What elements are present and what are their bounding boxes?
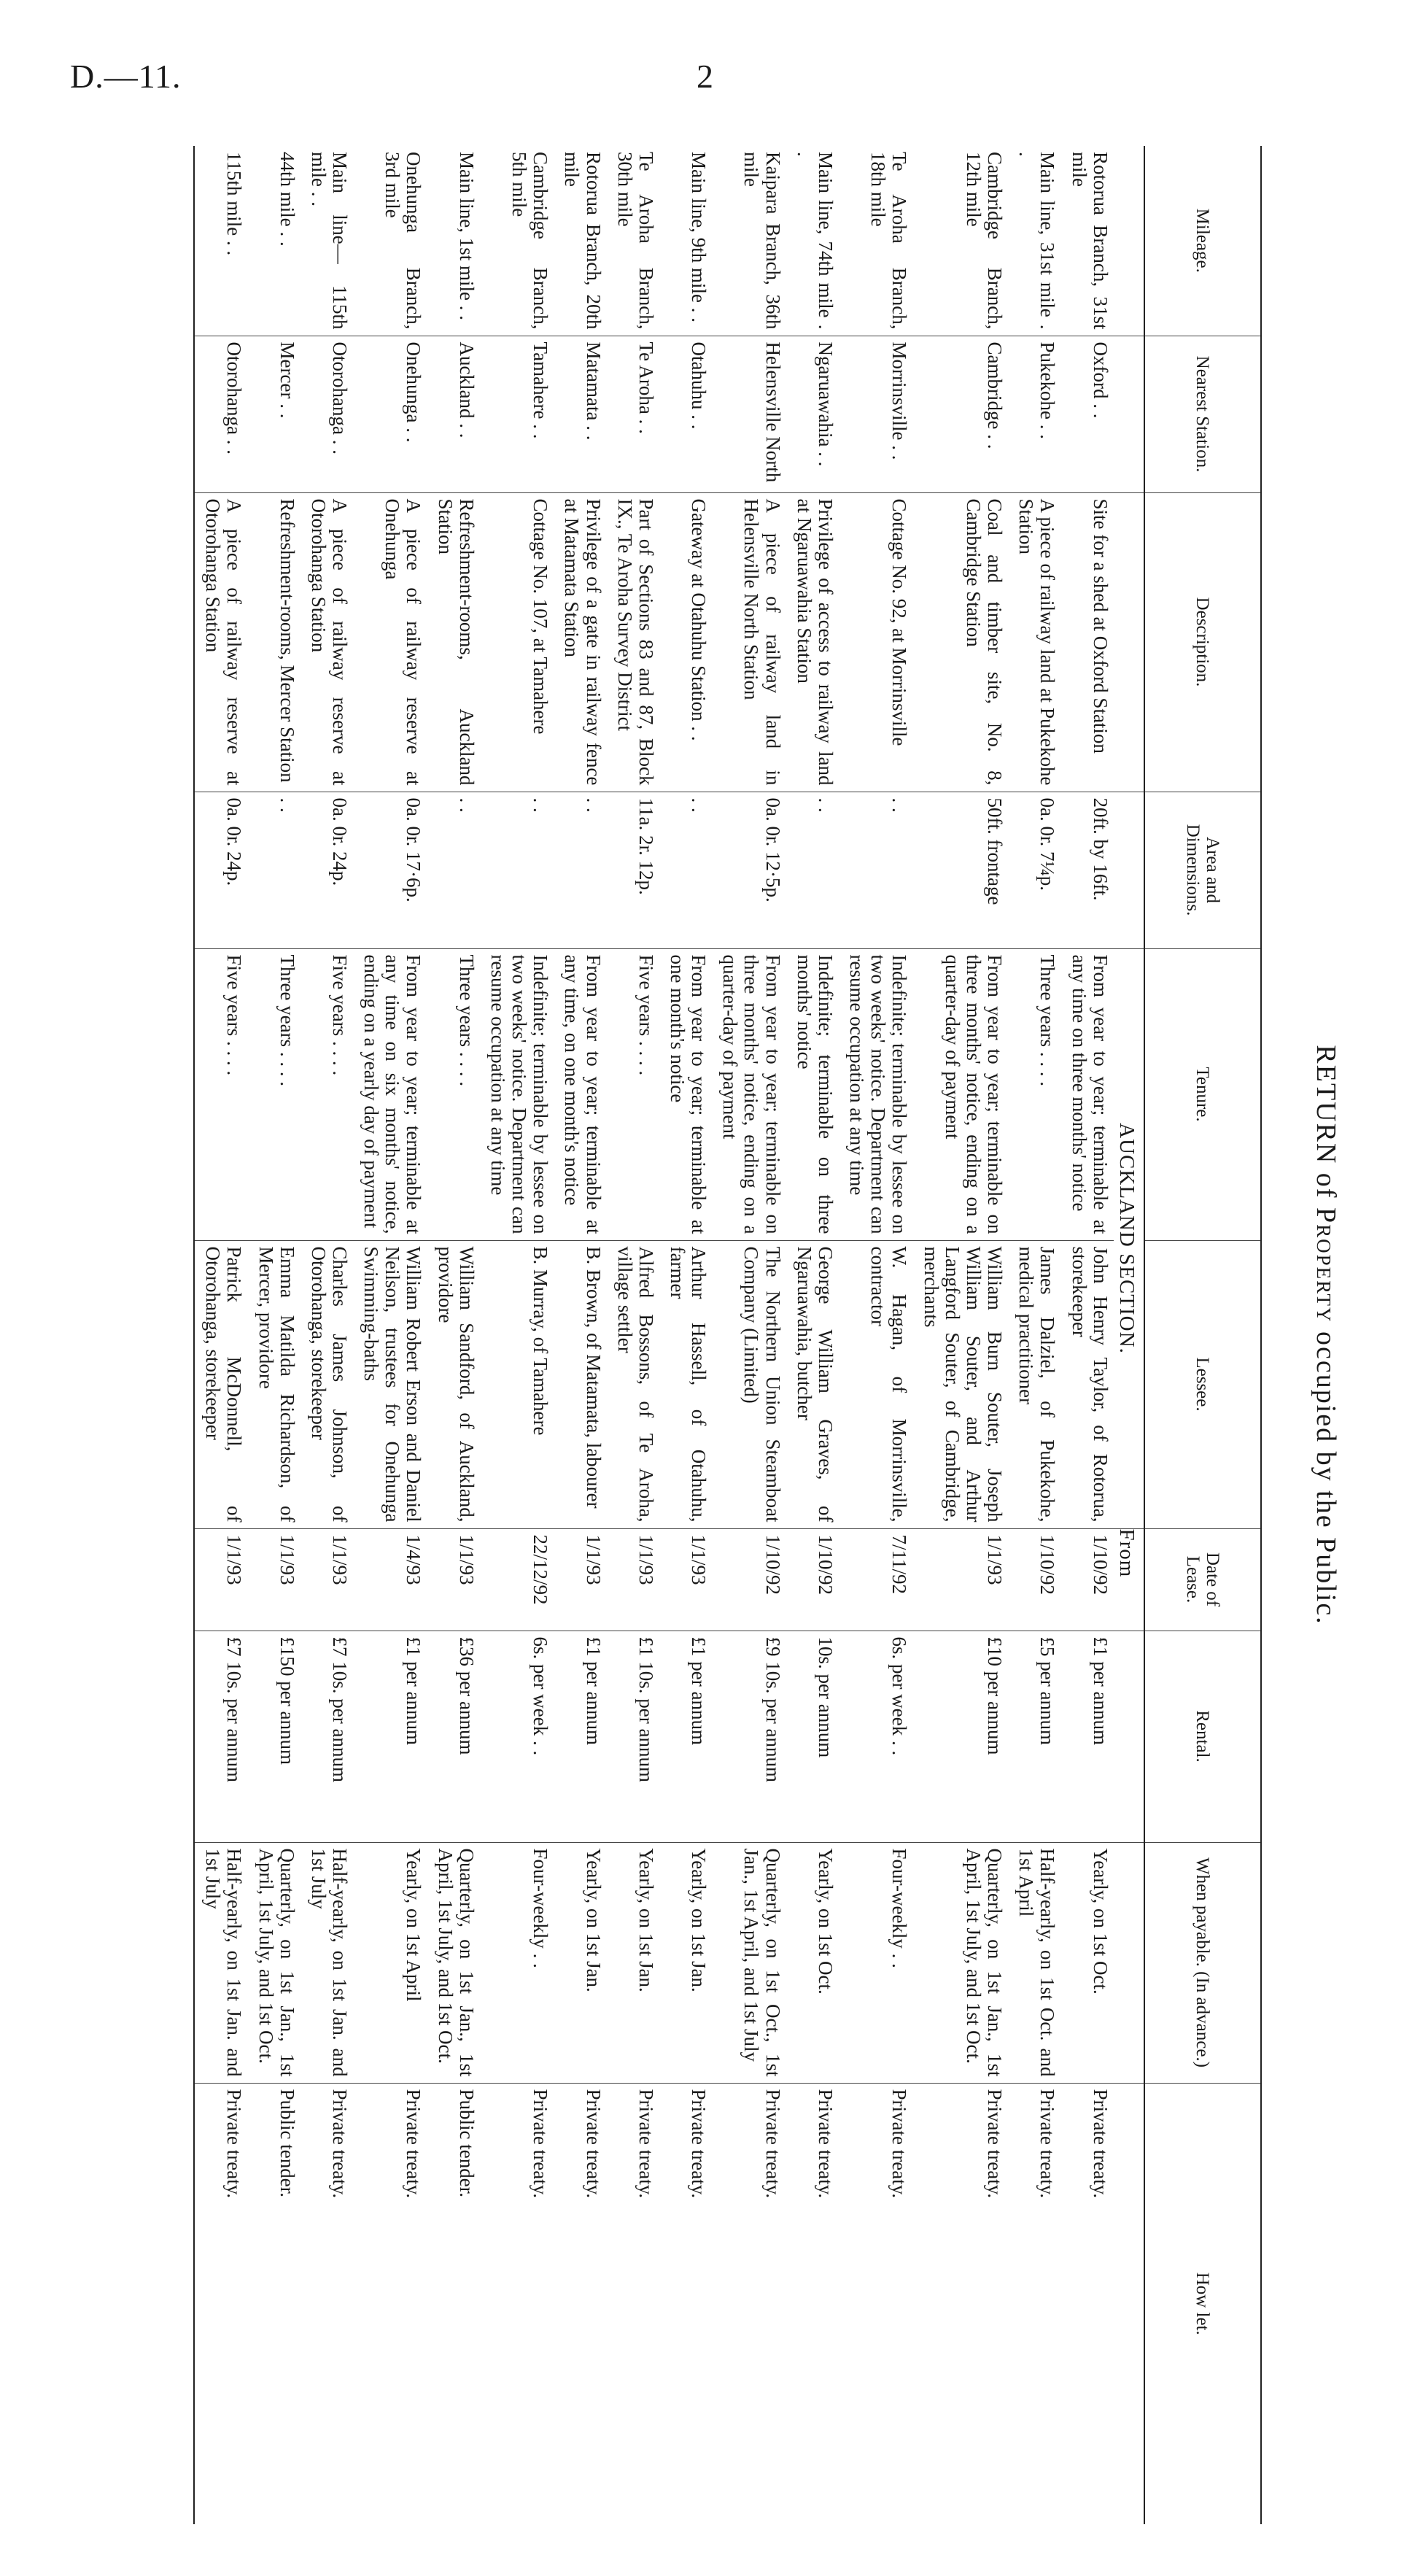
table-row xyxy=(786,146,839,2524)
rental-cell: £1 per annum xyxy=(353,1631,427,1842)
rental-cell: £36 per annum xyxy=(427,1631,479,1842)
payable-cell: Yearly, on 1st Jan. xyxy=(554,1842,606,2083)
rental-cell: £150 per annum xyxy=(247,1631,300,1842)
table-row xyxy=(247,146,300,2524)
area-cell: . . xyxy=(839,792,912,948)
table-row xyxy=(912,146,1008,2524)
tenure-cell: From year to year; terminable on three months' notice, ending on a quarter-day of payment xyxy=(912,948,1008,1240)
col-rental: Rental. xyxy=(1144,1631,1261,1842)
rental-cell: £1 per annum xyxy=(659,1631,712,1842)
tenure-cell: From year to year; terminable at any time on six months' notice, ending on a yearly day of payment xyxy=(353,948,427,1240)
col-area: Area and Dimensions. xyxy=(1144,792,1261,948)
mileage-cell: Rotorua Branch, 31st mile xyxy=(1068,152,1112,330)
description-cell: Cottage No. 107, at Tamahere xyxy=(480,492,554,792)
lessee-cell: Arthur Hassell, of Otahuhu, farmer xyxy=(659,1240,712,1528)
station-cell: Tamahere . . xyxy=(480,336,554,492)
howlet-cell: Public tender. xyxy=(427,2083,479,2524)
page-title xyxy=(1284,146,1342,2524)
mileage-cell: Kaipara Branch, 36th mile xyxy=(740,152,784,330)
lessee-cell: John Henry Taylor, of Rotorua, storekeeper xyxy=(1060,1240,1113,1528)
mileage-cell: 44th mile . . xyxy=(276,152,298,247)
station-cell: Morrinsville . . xyxy=(839,336,912,492)
station-cell: Onehunga . . xyxy=(353,336,427,492)
payable-cell: Half-yearly, on 1st Jan. and 1st July xyxy=(194,1842,247,2083)
table-row xyxy=(554,146,606,2524)
mileage-cell: Main line, 1st mile . . xyxy=(455,152,478,320)
description-cell: A piece of railway reserve at Onehunga xyxy=(353,492,427,792)
payable-cell: Four-weekly . . xyxy=(839,1842,912,2083)
mileage-cell: Main line, 9th mile . . xyxy=(688,152,710,322)
description-cell: A piece of railway land at Pukekohe Station xyxy=(1008,492,1060,792)
description-cell: Cottage No. 92, at Morrinsville xyxy=(839,492,912,792)
mileage-cell: Main line, 31st mile . . xyxy=(1015,152,1059,330)
tenure-cell: Indefinite; terminable on three months' notice xyxy=(786,948,839,1240)
tenure-cell: Indefinite; terminable by lessee on two weeks' notice. Department can resume occupation at any time xyxy=(839,948,912,1240)
howlet-cell: Private treaty. xyxy=(194,2083,247,2524)
date-cell: 1/1/93 xyxy=(607,1528,659,1631)
area-cell: 0a. 0r. 7¼p. xyxy=(1008,792,1060,948)
tenure-cell: Indefinite; terminable by lessee on two weeks' notice. Department can resume occupation at any time xyxy=(480,948,554,1240)
howlet-cell: Private treaty. xyxy=(1060,2083,1113,2524)
howlet-cell: Private treaty. xyxy=(353,2083,427,2524)
mileage-cell: Te Aroha Branch, 18th mile xyxy=(867,152,911,330)
lessee-cell: William Robert Erson and Daniel Neilson, trustees for Onehunga Swimming-baths xyxy=(353,1240,427,1528)
station-cell: Ngaruawahia . . xyxy=(786,336,839,492)
area-cell: 0a. 0r. 17·6p. xyxy=(353,792,427,948)
title-word: Property xyxy=(1311,1207,1341,1323)
rental-cell: £7 10s. per annum xyxy=(194,1631,247,1842)
lessee-cell: George William Graves, of Ngaruawahia, butcher xyxy=(786,1240,839,1528)
date-cell: 1/4/93 xyxy=(353,1528,427,1631)
payable-cell: Half-yearly, on 1st Oct. and 1st April xyxy=(1008,1842,1060,2083)
date-cell: 1/1/93 xyxy=(300,1528,353,1631)
area-cell: 11a. 2r. 12p. xyxy=(607,792,659,948)
table-row xyxy=(607,146,659,2524)
rental-cell: 6s. per week . . xyxy=(839,1631,912,1842)
table-row xyxy=(712,146,786,2524)
howlet-cell: Private treaty. xyxy=(300,2083,353,2524)
payable-cell: Yearly, on 1st Oct. xyxy=(1060,1842,1113,2083)
lessee-cell: William Burn Souter, Joseph William Souter, and Arthur Langford Souter, of Cambridge, merchants xyxy=(912,1240,1008,1528)
mileage-cell: Te Aroha Branch, 30th mile xyxy=(613,152,657,330)
tenure-cell: Three years . . . . xyxy=(247,948,300,1240)
area-cell: 0a. 0r. 24p. xyxy=(300,792,353,948)
date-cell: 1/10/92 xyxy=(712,1528,786,1631)
howlet-cell: Private treaty. xyxy=(839,2083,912,2524)
tenure-cell: Five years . . . . xyxy=(607,948,659,1240)
area-cell: . . xyxy=(427,792,479,948)
howlet-cell: Private treaty. xyxy=(712,2083,786,2524)
area-cell: . . xyxy=(554,792,606,948)
lessee-cell: W. Hagan, of Morrinsville, contractor xyxy=(839,1240,912,1528)
station-cell: Pukekohe . . xyxy=(1008,336,1060,492)
date-cell: 1/10/92 xyxy=(786,1528,839,1631)
date-cell: 1/1/93 xyxy=(554,1528,606,1631)
lessee-cell: B. Murray, of Tamahere xyxy=(480,1240,554,1528)
howlet-cell: Private treaty. xyxy=(786,2083,839,2524)
rotated-page-body xyxy=(131,146,1342,2524)
col-lessee: Lessee. xyxy=(1144,1240,1261,1528)
rental-cell: 10s. per annum xyxy=(786,1631,839,1842)
col-nearest-station: Nearest Station. xyxy=(1144,336,1261,492)
area-cell: 0a. 0r. 12·5p. xyxy=(712,792,786,948)
howlet-cell: Private treaty. xyxy=(1008,2083,1060,2524)
howlet-cell: Private treaty. xyxy=(607,2083,659,2524)
station-cell: Mercer . . xyxy=(247,336,300,492)
lessee-cell: Alfred Bossons, of Te Aroha, village settler xyxy=(607,1240,659,1528)
rental-cell: £7 10s. per annum xyxy=(300,1631,353,1842)
rental-cell: £1 10s. per annum xyxy=(607,1631,659,1842)
rental-cell: £1 per annum xyxy=(1060,1631,1113,1842)
payable-cell: Quarterly, on 1st Jan., 1st April, 1st July, and 1st Oct. xyxy=(247,1842,300,2083)
payable-cell: Yearly, on 1st Oct. xyxy=(786,1842,839,2083)
date-cell: 1/10/92 xyxy=(1008,1528,1060,1631)
description-cell: Refreshment-rooms, Mercer Station xyxy=(247,492,300,792)
howlet-cell: Private treaty. xyxy=(480,2083,554,2524)
mileage-cell: Cambridge Branch, 12th mile xyxy=(962,152,1007,330)
date-cell: 1/1/93 xyxy=(427,1528,479,1631)
col-date-of-lease: Date of Lease. xyxy=(1144,1528,1261,1631)
rental-cell: £10 per annum xyxy=(912,1631,1008,1842)
document-reference: D.—11. xyxy=(70,58,182,95)
date-cell: 7/11/92 xyxy=(839,1528,912,1631)
area-cell: 50ft. frontage xyxy=(912,792,1008,948)
station-cell: Helensville North xyxy=(712,336,786,492)
description-cell: Coal and timber site, No. 8, Cambridge Station xyxy=(912,492,1008,792)
mileage-cell: Onehunga Branch, 3rd mile xyxy=(381,152,425,330)
payable-cell: Quarterly, on 1st Jan., 1st April, 1st July, and 1st Oct. xyxy=(912,1842,1008,2083)
tenure-cell: Five years . . . . xyxy=(300,948,353,1240)
date-cell: 1/1/93 xyxy=(247,1528,300,1631)
col-mileage: Mileage. xyxy=(1144,146,1261,336)
rental-cell: £9 10s. per annum xyxy=(712,1631,786,1842)
howlet-cell: Private treaty. xyxy=(554,2083,606,2524)
mileage-cell: 115th mile . . xyxy=(194,146,247,336)
table-row xyxy=(300,146,353,2524)
howlet-cell: Private treaty. xyxy=(912,2083,1008,2524)
from-label: From xyxy=(1114,1528,1144,1631)
title-suffix: occupied by the Public. xyxy=(1311,1323,1341,1625)
date-cell: 1/1/93 xyxy=(912,1528,1008,1631)
tenure-cell: Three years . . . . xyxy=(427,948,479,1240)
mileage-cell: Rotorua Branch, 20th mile xyxy=(561,152,605,330)
rental-cell: £1 per annum xyxy=(554,1631,606,1842)
rental-cell: 6s. per week . . xyxy=(480,1631,554,1842)
description-cell: Refreshment-rooms, Auckland Station xyxy=(427,492,479,792)
howlet-cell: Public tender. xyxy=(247,2083,300,2524)
section-title: AUCKLAND SECTION. xyxy=(1114,948,1144,1528)
payable-cell: Yearly, on 1st Jan. xyxy=(607,1842,659,2083)
date-cell: 1/1/93 xyxy=(659,1528,712,1631)
section-row xyxy=(1114,146,1144,2524)
description-cell: A piece of railway land in Helensville North Station xyxy=(712,492,786,792)
area-cell: . . xyxy=(247,792,300,948)
col-how-let: How let. xyxy=(1144,2083,1261,2524)
table-row xyxy=(839,146,912,2524)
tenure-cell: From year to year; terminable on three months' notice, ending on a quarter-day of payment xyxy=(712,948,786,1240)
date-cell: 1/1/93 xyxy=(194,1528,247,1631)
station-cell: Otorohanga . . xyxy=(194,336,247,492)
col-tenure: Tenure. xyxy=(1144,948,1261,1240)
payable-cell: Yearly, on 1st April xyxy=(353,1842,427,2083)
lessee-cell: Patrick McDonnell, of Otorohanga, storekeeper xyxy=(194,1240,247,1528)
col-description: Description. xyxy=(1144,492,1261,792)
description-cell: Site for a shed at Oxford Station xyxy=(1060,492,1113,792)
howlet-cell: Private treaty. xyxy=(659,2083,712,2524)
station-cell: Otahuhu . . xyxy=(659,336,712,492)
mileage-cell: Main line, 74th mile . . xyxy=(793,152,837,330)
table-row xyxy=(353,146,427,2524)
station-cell: Te Aroha . . xyxy=(607,336,659,492)
lessee-cell: Emma Matilda Richardson, of Mercer, providore xyxy=(247,1240,300,1528)
rental-cell: £5 per annum xyxy=(1008,1631,1060,1842)
tenure-cell: From year to year; terminable at any time, on one month's notice xyxy=(554,948,606,1240)
property-return-table xyxy=(193,146,1262,2524)
description-cell: Gateway at Otahuhu Station . . xyxy=(659,492,712,792)
lessee-cell: William Sandford, of Auckland, providore xyxy=(427,1240,479,1528)
table-row xyxy=(1008,146,1060,2524)
description-cell: A piece of railway reserve at Otorohanga Station xyxy=(300,492,353,792)
date-cell: 22/12/92 xyxy=(480,1528,554,1631)
description-cell: Privilege of access to railway land at Ngaruawahia Station xyxy=(786,492,839,792)
payable-cell: Half-yearly, on 1st Jan. and 1st July xyxy=(300,1842,353,2083)
table-row xyxy=(194,146,247,2524)
page-number: 2 xyxy=(697,58,713,95)
payable-cell: Yearly, on 1st Jan. xyxy=(659,1842,712,2083)
area-cell: . . xyxy=(659,792,712,948)
payable-cell: Four-weekly . . xyxy=(480,1842,554,2083)
lessee-cell: B. Brown, of Matamata, labourer xyxy=(554,1240,606,1528)
tenure-cell: Three years . . . . xyxy=(1008,948,1060,1240)
description-cell: A piece of railway reserve at Otorohanga Station xyxy=(194,492,247,792)
table-header-row xyxy=(1144,146,1261,2524)
area-cell: . . xyxy=(480,792,554,948)
table-row xyxy=(427,146,479,2524)
tenure-cell: From year to year; terminable at any time on three months' notice xyxy=(1060,948,1113,1240)
mileage-cell: Cambridge Branch, 5th mile xyxy=(508,152,552,330)
area-cell: . . xyxy=(786,792,839,948)
col-when-payable: When payable. (In advance.) xyxy=(1144,1842,1261,2083)
station-cell: Cambridge . . xyxy=(912,336,1008,492)
description-cell: Part of Sections 83 and 87, Block IX., Te Aroha Survey District xyxy=(607,492,659,792)
payable-cell: Quarterly, on 1st Jan., 1st April, 1st July, and 1st Oct. xyxy=(427,1842,479,2083)
tenure-cell: Five years . . . . xyxy=(194,948,247,1240)
table-row xyxy=(1060,146,1113,2524)
payable-cell: Quarterly, on 1st Oct., 1st Jan., 1st April, and 1st July xyxy=(712,1842,786,2083)
table-row xyxy=(480,146,554,2524)
lessee-cell: James Dalziel, of Pukekohe, medical practitioner xyxy=(1008,1240,1060,1528)
title-prefix: RETURN of xyxy=(1311,1045,1341,1207)
description-cell: Privilege of a gate in railway fence at Matamata Station xyxy=(554,492,606,792)
area-cell: 0a. 0r. 24p. xyxy=(194,792,247,948)
tenure-cell: From year to year; terminable at one month's notice xyxy=(659,948,712,1240)
mileage-cell: Main line— 115th mile . . xyxy=(307,152,351,330)
date-cell: 1/10/92 xyxy=(1060,1528,1113,1631)
area-cell: 20ft. by 16ft. xyxy=(1060,792,1113,948)
table-row xyxy=(659,146,712,2524)
lessee-cell: Charles James Johnson, of Otorohanga, storekeeper xyxy=(300,1240,353,1528)
station-cell: Matamata . . xyxy=(554,336,606,492)
lessee-cell: The Northern Union Steamboat Company (Limited) xyxy=(712,1240,786,1528)
station-cell: Auckland . . xyxy=(427,336,479,492)
station-cell: Otorohanga . . xyxy=(300,336,353,492)
station-cell: Oxford . . xyxy=(1060,336,1113,492)
